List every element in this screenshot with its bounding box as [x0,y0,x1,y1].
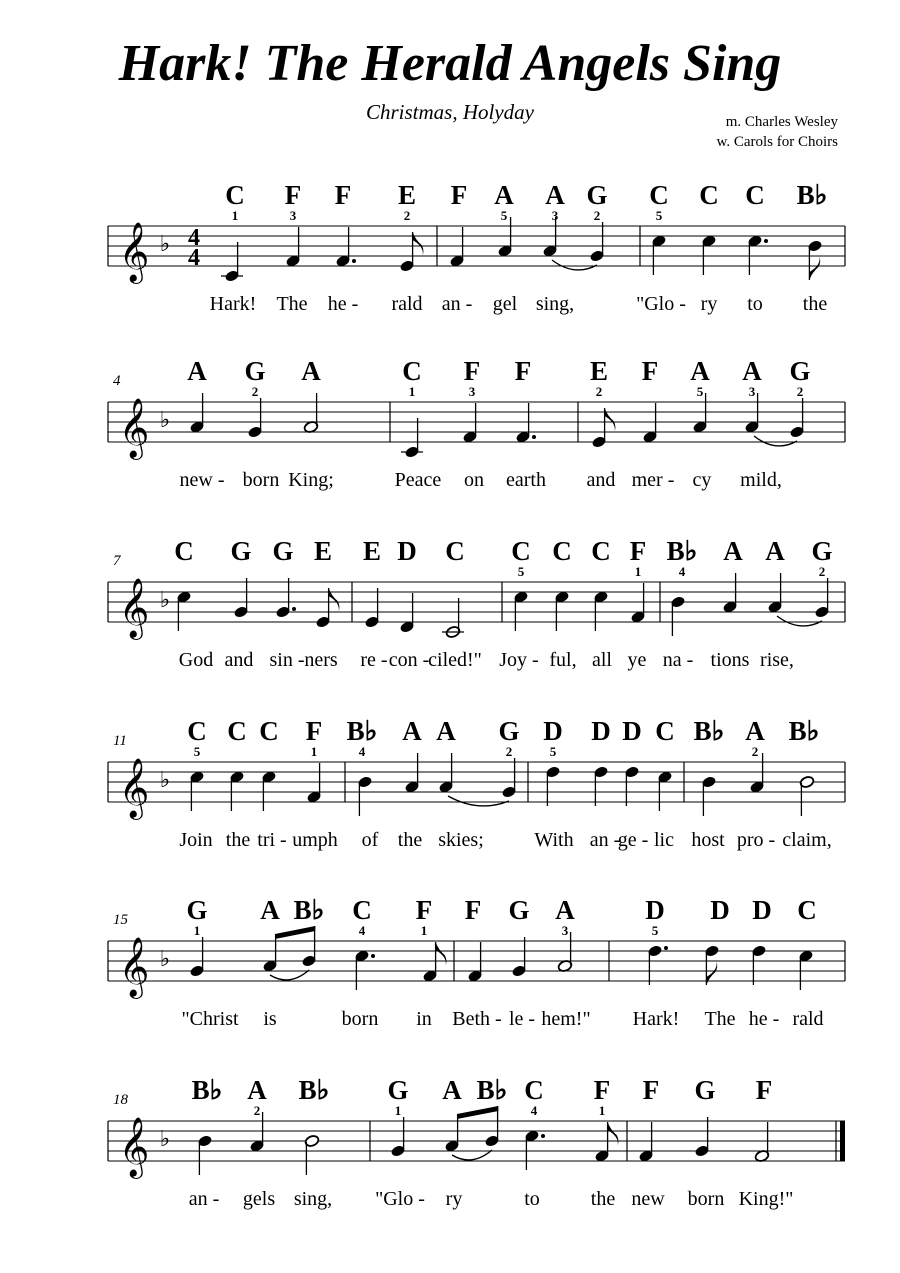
system-5-lyric-syllable: The [704,1008,736,1030]
system-4-lyric-syllable: Join [179,829,213,851]
system-2-lyric-syllable: on [464,469,484,491]
system-2-lyric-syllable: mild, [740,469,782,491]
system-5-lyric-syllable: is [263,1008,277,1030]
system-4-lyric-syllable: of [361,829,379,851]
system-1-lyric-syllable: to [747,293,763,315]
system-3-chord-symbol: C [511,536,531,566]
system-2-lyric-syllable: born [242,469,280,491]
system-4-fingering-number: 4 [358,744,366,759]
system-2-chord-symbol: A [187,356,207,386]
system-4-chord-symbol: B♭ [693,716,725,746]
system-3-fingering-number: 2 [818,564,826,579]
system-6-chord-symbol: B♭ [476,1075,508,1105]
system-4-lyric-syllable: With [534,829,574,851]
system-4-fingering-number: 2 [751,744,759,759]
system-1-fingering-number: 5 [655,208,663,223]
system-3-chord-symbol: C [591,536,611,566]
system-3-treble-clef-icon: 𝄞 [118,578,150,638]
system-2-chord-symbol: G [789,356,811,386]
system-4-chord-symbol: C [655,716,675,746]
system-4-fingering-number: 2 [505,744,513,759]
system-4-key-signature-flat: ♭ [159,768,171,793]
system-4-lyric-syllable: tri - [257,829,287,851]
system-2-lyric-syllable: mer - [631,469,675,491]
system-4-lyric-syllable: skies; [438,829,484,851]
system-4-lyric-syllable: umph [292,829,338,851]
system-5-measure-number: 15 [113,912,128,928]
system-3-chord-symbol: C [552,536,572,566]
system-5-chord-symbol: A [555,895,575,925]
system-3-lyric-syllable: all [592,649,612,671]
system-3-chord-symbol: G [272,536,294,566]
system-5-fingering-number: 3 [561,923,569,938]
system-5-note-dot [664,946,668,950]
system-3-lyric-syllable: ners [304,649,338,671]
system-6-chord-symbol: C [524,1075,544,1105]
system-6-chord-symbol: F [593,1075,611,1105]
system-5-chord-symbol: D [710,895,730,925]
system-3-fingering-number: 1 [634,564,642,579]
system-5-chord-symbol: A [260,895,280,925]
system-4-chord-symbol: D [543,716,563,746]
system-6-fingering-number: 2 [253,1103,261,1118]
system-3-slur [777,616,822,626]
system-4-chord-symbol: B♭ [788,716,820,746]
system-3-lyric-syllable: and [224,649,254,671]
system-1-lyric-syllable: an - [441,293,473,315]
system-3-chord-symbol: A [723,536,743,566]
system-4-lyric-syllable: ge - [617,829,649,851]
system-6-note-flag [608,1122,619,1146]
system-1-chord-symbol: E [397,180,417,210]
system-1-chord-symbol: C [699,180,719,210]
system-4-lyric-syllable: the [225,829,251,851]
system-1-chord-symbol: F [284,180,302,210]
system-5-chord-symbol: D [645,895,665,925]
system-4-fingering-number: 5 [549,744,557,759]
system-1-fingering-number: 2 [403,208,411,223]
system-2-key-signature-flat: ♭ [159,408,171,433]
song-title: Hark! The Herald Angels Sing [118,35,782,92]
system-5-lyric-syllable: rald [792,1008,824,1030]
system-3-chord-symbol: A [765,536,785,566]
system-4-chord-symbol: D [622,716,642,746]
system-1-chord-symbol: C [225,180,245,210]
composer-credit: m. Charles Wesley [725,114,838,130]
system-1-lyric-syllable: rald [391,293,423,315]
system-1-fingering-number: 3 [289,208,297,223]
system-6-final-barline-thick [840,1121,845,1161]
system-5-key-signature-flat: ♭ [159,947,171,972]
system-5-treble-clef-icon: 𝄞 [118,937,150,997]
system-2-fingering-number: 3 [468,384,476,399]
system-1-chord-symbol: F [334,180,352,210]
system-5-chord-symbol: B♭ [293,895,325,925]
system-4-lyric-syllable: an - [589,829,621,851]
system-4-chord-symbol: A [436,716,456,746]
system-3-lyric-syllable: sin - [269,649,305,671]
system-2-chord-symbol: G [244,356,266,386]
system-4-treble-clef-icon: 𝄞 [118,758,150,818]
system-2-fingering-number: 2 [251,384,259,399]
system-3-chord-symbol: B♭ [666,536,698,566]
system-3-lyric-syllable: con - [388,649,430,671]
system-2-chord-symbol: C [402,356,422,386]
system-6-fingering-number: 1 [394,1103,402,1118]
system-2-chord-symbol: A [301,356,321,386]
system-6-chord-symbol: A [247,1075,267,1105]
system-1-chord-symbol: C [745,180,765,210]
system-5-chord-symbol: F [415,895,433,925]
system-4-chord-symbol: A [402,716,422,746]
system-2-chord-symbol: F [514,356,532,386]
system-4-lyric-syllable: host [691,829,725,851]
system-6-chord-symbol: G [694,1075,716,1105]
system-6-beam [457,1106,498,1119]
system-1-treble-clef-icon: 𝄞 [118,222,150,282]
system-3-lyric-syllable: Joy - [499,649,539,671]
song-subtitle: Christmas, Holyday [366,100,534,124]
system-2-chord-symbol: F [641,356,659,386]
system-3-fingering-number: 5 [517,564,525,579]
system-4-chord-symbol: B♭ [346,716,378,746]
system-1-key-signature-flat: ♭ [159,232,171,257]
system-1-lyric-syllable: he - [327,293,359,315]
system-5-fingering-number: 1 [420,923,428,938]
system-5-chord-symbol: D [752,895,772,925]
system-3-fingering-number: 4 [678,564,686,579]
system-4-chord-symbol: C [259,716,279,746]
system-6-fingering-number: 1 [598,1103,606,1118]
system-1-note-dot [352,259,356,263]
system-3-chord-symbol: E [362,536,382,566]
system-6-chord-symbol: F [755,1075,773,1105]
system-3-chord-symbol: G [811,536,833,566]
system-2-chord-symbol: F [463,356,481,386]
system-3-lyric-syllable: na - [662,649,694,671]
system-2-measure-number: 4 [113,373,121,389]
system-6-lyric-syllable: an - [188,1188,220,1210]
system-5-chord-symbol: C [352,895,372,925]
system-1-fingering-number: 1 [231,208,239,223]
system-6-lyric-syllable: born [687,1188,725,1210]
system-5-beam [275,926,315,939]
system-6-chord-symbol: B♭ [298,1075,330,1105]
system-2-chord-symbol: A [742,356,762,386]
system-3-lyric-syllable: tions [710,649,750,671]
system-2-fingering-number: 2 [595,384,603,399]
system-5-lyric-syllable: born [341,1008,379,1030]
system-6-fingering-number: 4 [530,1103,538,1118]
system-5-fingering-number: 1 [193,923,201,938]
system-5-lyric-syllable: "Christ [181,1008,239,1030]
system-4-chord-symbol: C [187,716,207,746]
system-2-treble-clef-icon: 𝄞 [118,398,150,458]
system-6-lyric-syllable: ry [445,1188,463,1210]
system-5-lyric-syllable: Hark! [632,1008,680,1030]
system-2-lyric-syllable: and [586,469,616,491]
system-3-lyric-syllable: ciled!" [428,649,482,671]
system-3-lyric-syllable: God [178,649,214,671]
system-1-lyric-syllable: The [276,293,308,315]
system-3-chord-symbol: G [230,536,252,566]
system-1-chord-symbol: G [586,180,608,210]
system-1-lyric-syllable: gel [492,293,518,315]
system-2-chord-symbol: E [589,356,609,386]
system-2-fingering-number: 1 [408,384,416,399]
system-5-note-flag [436,942,447,966]
system-4-lyric-syllable: lic [654,829,674,851]
system-6-treble-clef-icon: 𝄞 [118,1117,150,1177]
system-3-lyric-syllable: rise, [760,649,794,671]
system-6-lyric-syllable: new [631,1188,665,1210]
system-6-lyric-syllable: gels [242,1188,276,1210]
system-4-chord-symbol: G [498,716,520,746]
system-1-lyric-syllable: the [802,293,828,315]
system-4-measure-number: 11 [113,733,127,749]
system-3-measure-number: 7 [113,553,121,569]
system-5-chord-symbol: G [186,895,208,925]
system-4-fingering-number: 5 [193,744,201,759]
system-4-lyric-syllable: claim, [782,829,832,851]
system-1-lyric-syllable: Hark! [209,293,257,315]
system-5-chord-symbol: F [464,895,482,925]
time-signature-bottom: 4 [188,245,200,271]
system-6-lyric-syllable: the [590,1188,616,1210]
system-2-lyric-syllable: Peace [394,469,442,491]
words-credit: w. Carols for Choirs [716,134,838,150]
system-1-fingering-number: 2 [593,208,601,223]
system-1-lyric-syllable: "Glo - [636,293,686,315]
system-2-lyric-syllable: earth [506,469,546,491]
system-5-lyric-syllable: Beth - [452,1008,502,1030]
system-4-fingering-number: 1 [310,744,318,759]
system-2-lyric-syllable: King; [288,469,334,491]
system-3-chord-symbol: F [629,536,647,566]
system-4-lyric-syllable: the [397,829,423,851]
system-5-fingering-number: 5 [651,923,659,938]
system-5-lyric-syllable: in [416,1008,432,1030]
system-3-lyric-syllable: re - [360,649,388,671]
system-2-fingering-number: 5 [696,384,704,399]
system-5-chord-symbol: G [508,895,530,925]
system-1-chord-symbol: B♭ [796,180,828,210]
system-6-lyric-syllable: King!" [738,1188,794,1210]
system-3-lyric-syllable: ye [627,649,647,671]
system-2-slur [754,436,797,446]
system-2-chord-symbol: A [690,356,710,386]
system-2-note-dot [532,435,536,439]
system-5-lyric-syllable: he - [748,1008,780,1030]
system-3-chord-symbol: C [445,536,465,566]
system-6-lyric-syllable: "Glo - [375,1188,425,1210]
system-6-measure-number: 18 [113,1092,128,1108]
system-3-chord-symbol: E [313,536,333,566]
system-1-chord-symbol: C [649,180,669,210]
system-1-slur [552,260,597,270]
system-6-lyric-syllable: to [524,1188,540,1210]
system-4-chord-symbol: A [745,716,765,746]
system-1-lyric-syllable: sing, [535,293,575,315]
system-4-slur [448,796,509,806]
system-5-note-dot [371,954,375,958]
system-2-fingering-number: 2 [796,384,804,399]
system-6-chord-symbol: F [642,1075,660,1105]
system-4-chord-symbol: C [227,716,247,746]
system-1-chord-symbol: A [545,180,565,210]
system-5-fingering-number: 4 [358,923,366,938]
system-3-key-signature-flat: ♭ [159,588,171,613]
system-2-lyric-syllable: cy [692,469,712,491]
system-3-lyric-syllable: ful, [549,649,577,671]
system-6-lyric-syllable: sing, [293,1188,333,1210]
system-1-lyric-syllable: ry [700,293,718,315]
system-6-chord-symbol: A [442,1075,462,1105]
system-3-chord-symbol: C [174,536,194,566]
system-3-note-dot [292,607,296,611]
system-1-fingering-number: 3 [551,208,559,223]
system-6-chord-symbol: G [387,1075,409,1105]
system-6-note-dot [541,1134,545,1138]
system-6-chord-symbol: B♭ [191,1075,223,1105]
system-2-lyric-syllable: new - [179,469,225,491]
system-5-chord-symbol: C [797,895,817,925]
time-signature-top: 4 [188,225,200,251]
system-4-chord-symbol: F [305,716,323,746]
system-4-lyric-syllable: pro - [736,829,776,851]
system-1-chord-symbol: F [450,180,468,210]
system-2-fingering-number: 3 [748,384,756,399]
system-4-chord-symbol: D [591,716,611,746]
system-5-lyric-syllable: hem!" [541,1008,591,1030]
system-1-note-flag [809,256,820,280]
system-1-note-dot [764,239,768,243]
system-6-key-signature-flat: ♭ [159,1127,171,1152]
system-5-lyric-syllable: le - [508,1008,536,1030]
system-1-fingering-number: 5 [500,208,508,223]
system-1-chord-symbol: A [494,180,514,210]
system-3-chord-symbol: D [397,536,417,566]
